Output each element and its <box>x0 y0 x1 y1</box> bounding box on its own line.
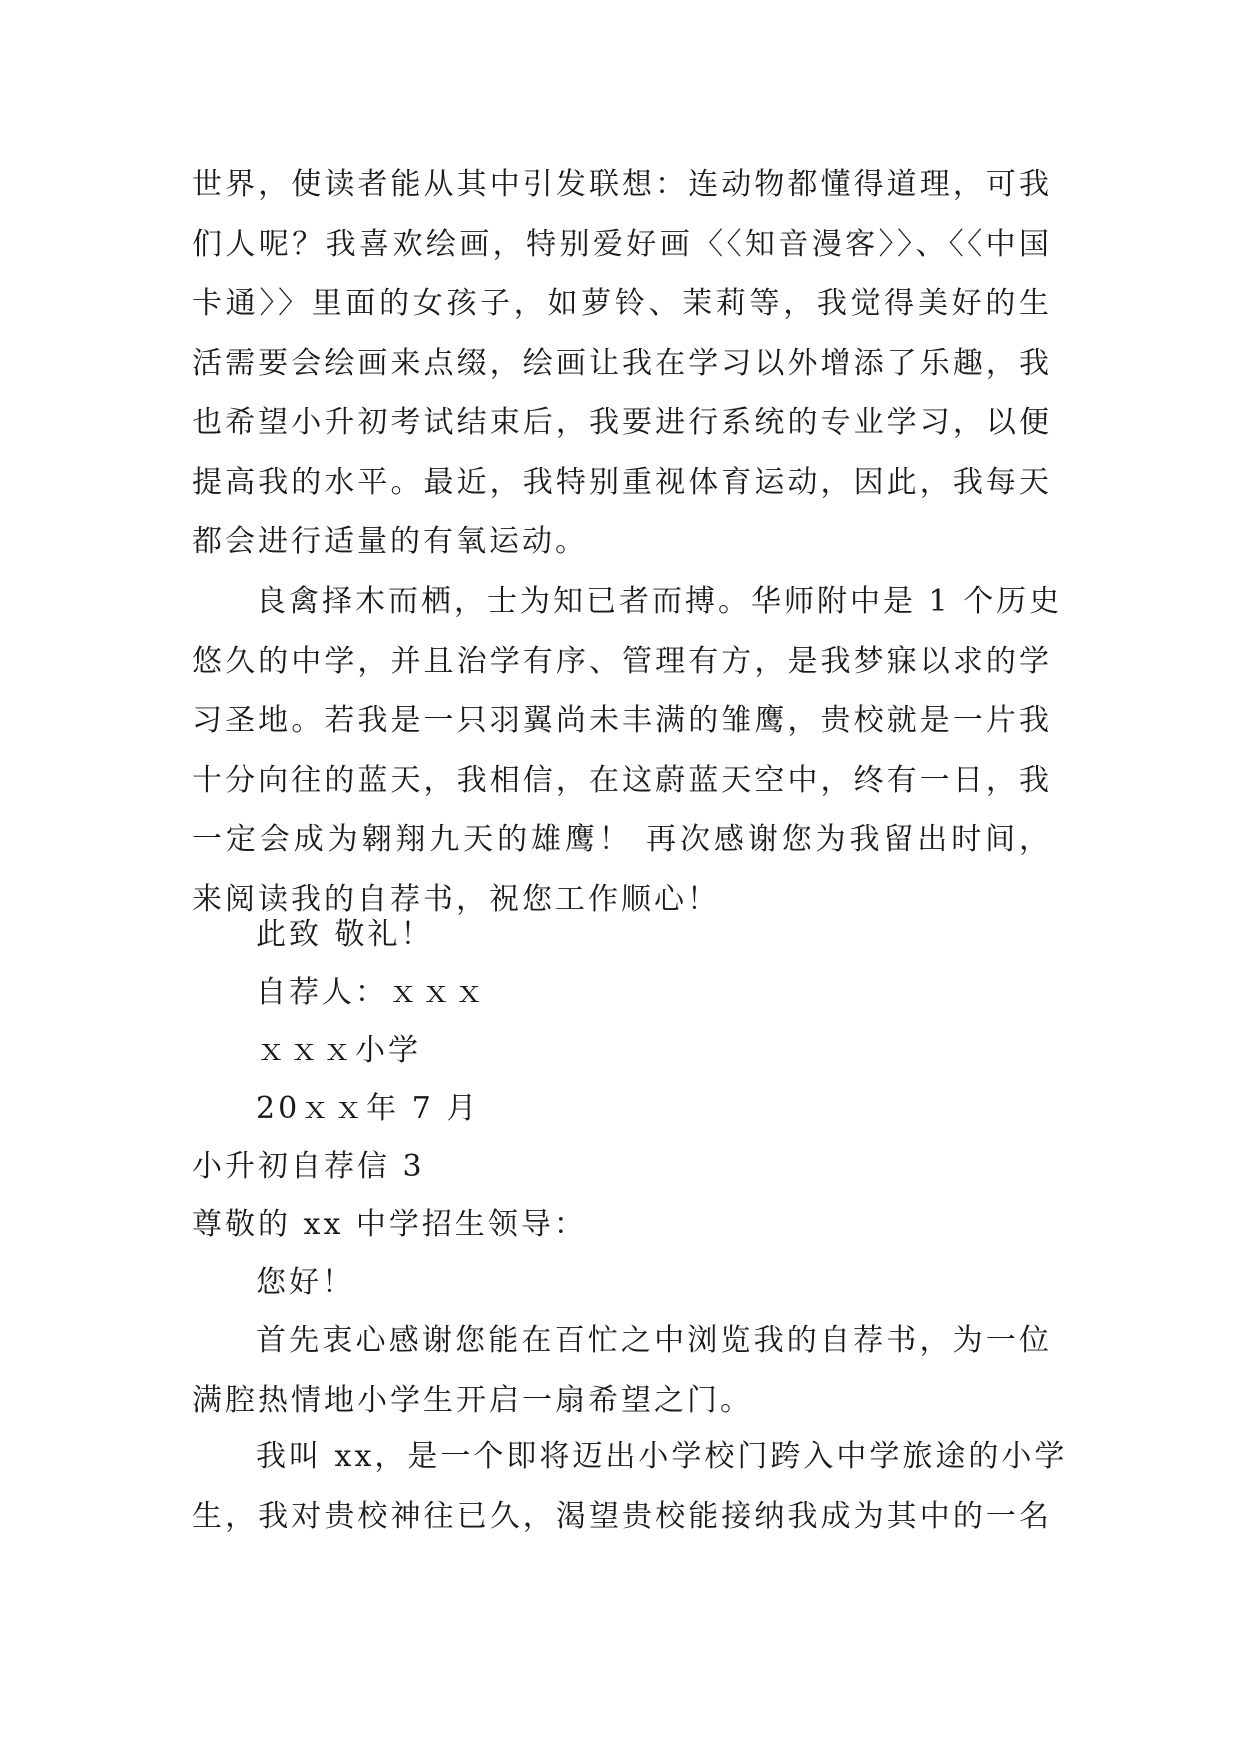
text-line: 首先衷心感谢您能在百忙之中浏览我的自荐书，为一位 <box>256 1323 1052 1358</box>
letter-greeting: 尊敬的 xx 中学招生领导： <box>192 1207 587 1242</box>
closing-salute: 此致 敬礼！ <box>256 917 434 952</box>
text-line: 满腔热情地小学生开启一扇希望之门。 <box>192 1382 753 1418</box>
text-line: 悠久的中学，并且治学有序、管理有方，是我梦寐以求的学 <box>192 643 1052 679</box>
letter-heading: 小升初自荐信 3 <box>192 1149 425 1184</box>
paragraph-school-aspiration <box>192 572 1063 929</box>
text-line: 良禽择木而栖，士为知已者而搏。华师附中是 1 个历史 <box>256 584 1063 619</box>
closing-school: ｘｘｘ小学 <box>256 1033 421 1068</box>
text-line: 也希望小升初考试结束后，我要进行系统的专业学习，以便 <box>192 405 1052 440</box>
text-line: 世界，使读者能从其中引发联想：连动物都懂得道理，可我 <box>192 167 1052 202</box>
letter-hello: 您好！ <box>256 1265 355 1300</box>
text-line: 一定会成为翱翔九天的雄鹰！ 再次感谢您为我留出时间， <box>192 822 1052 857</box>
text-line: 们人呢？我喜欢绘画，特别爱好画〈〈知音漫客〉〉、〈〈中国 <box>192 226 1052 262</box>
paragraph-introduction <box>192 1427 1068 1546</box>
text-line: 十分向往的蓝天，我相信，在这蔚蓝天空中，终有一日，我 <box>192 762 1052 798</box>
text-line: 活需要会绘画来点缀，绘画让我在学习以外增添了乐趣，我 <box>192 345 1052 381</box>
paragraph-hobbies <box>192 155 1052 572</box>
text-line: 来阅读我的自荐书，祝您工作顺心！ <box>192 881 720 917</box>
paragraph-thanks <box>192 1311 1052 1430</box>
text-line: 生，我对贵校神往已久，渴望贵校能接纳我成为其中的一名 <box>192 1498 1052 1534</box>
text-line: 提高我的水平。最近，我特别重视体育运动，因此，我每天 <box>192 464 1052 500</box>
closing-signer: 自荐人：ｘｘｘ <box>256 975 487 1010</box>
text-line: 都会进行适量的有氧运动。 <box>192 524 588 559</box>
text-line: 习圣地。若我是一只羽翼尚未丰满的雏鹰，贵校就是一片我 <box>192 703 1052 738</box>
text-line: 我叫 xx，是一个即将迈出小学校门跨入中学旅途的小学 <box>256 1439 1068 1474</box>
text-line: 卡通〉〉里面的女孩子，如萝铃、茉莉等，我觉得美好的生 <box>192 286 1052 321</box>
closing-date: 20ｘｘ年 7 月 <box>256 1091 480 1126</box>
